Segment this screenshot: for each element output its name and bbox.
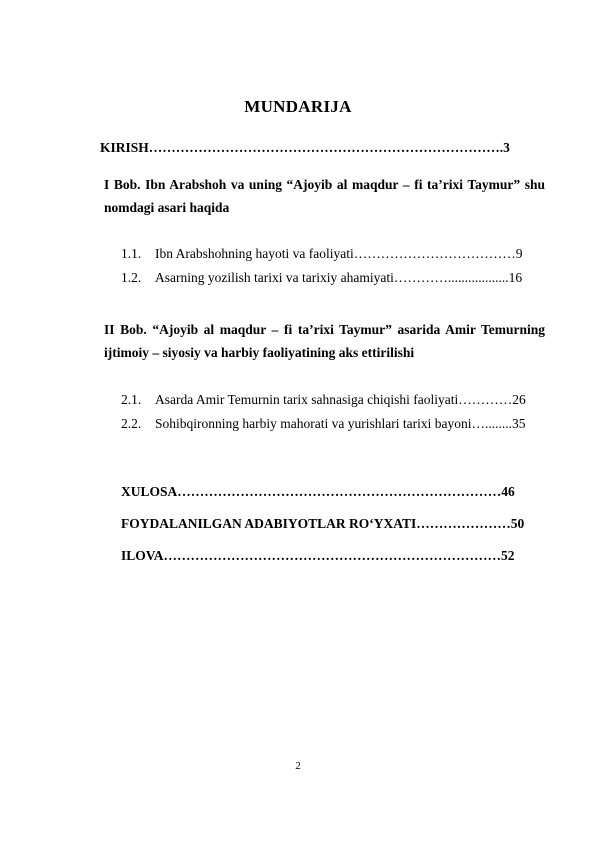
toc-number: 2.1. <box>121 392 142 407</box>
toc-text: Sohibqironning harbiy mahorati va yurishlari tarixi bayoni…........35 <box>155 416 526 431</box>
chapter-1-title: . Ibn Arabshoh va uning “Ajoyib al maqdur – fi ta’rixi Taymur” shu nomdagi asari haqida <box>104 177 545 215</box>
toc-entry-chapter-2[interactable]: II Bob. “Ajoyib al maqdur – fi ta’rixi Taymur” asarida Amir Temurning ijtimoiy – siyosiy va harbiy faoliyatining aks ettirilishi <box>104 322 545 360</box>
toc-text: Asarda Amir Temurnin tarix sahnasiga chiqishi faoliyati…………26 <box>155 392 526 407</box>
toc-entry-1-1[interactable] <box>121 246 522 262</box>
toc-number: 1.2. <box>121 270 142 285</box>
toc-entry-1-2[interactable] <box>121 270 522 286</box>
toc-entry-kirish[interactable]: KIRISH…………………………………………………………………….3 <box>100 140 510 155</box>
toc-entry-2-2[interactable] <box>121 416 525 432</box>
toc-number: 1.1. <box>121 246 142 261</box>
toc-entry-2-1[interactable] <box>121 392 526 408</box>
toc-number: 2.2. <box>121 416 142 431</box>
page-number: 2 <box>295 760 301 772</box>
toc-entry-chapter-1[interactable] <box>104 173 545 219</box>
toc-entry-bibliography[interactable]: FOYDALANILGAN ADABIYOTLAR RO‘YXATI…………………50 <box>121 516 525 531</box>
page-title: MUNDARIJA <box>244 97 352 116</box>
toc-entry-xulosa[interactable]: XULOSA………………………………………………………………46 <box>121 484 515 499</box>
toc-entry-ilova[interactable]: ILOVA…………………………………………………………………52 <box>121 548 515 563</box>
toc-text: Asarning yozilish tarixi va tarixiy ahamiyati…………..................16 <box>155 270 523 285</box>
toc-text: Ibn Arabshohning hayoti va faoliyati………………………………9 <box>155 246 523 261</box>
chapter-1-label: I Bob <box>104 177 138 192</box>
